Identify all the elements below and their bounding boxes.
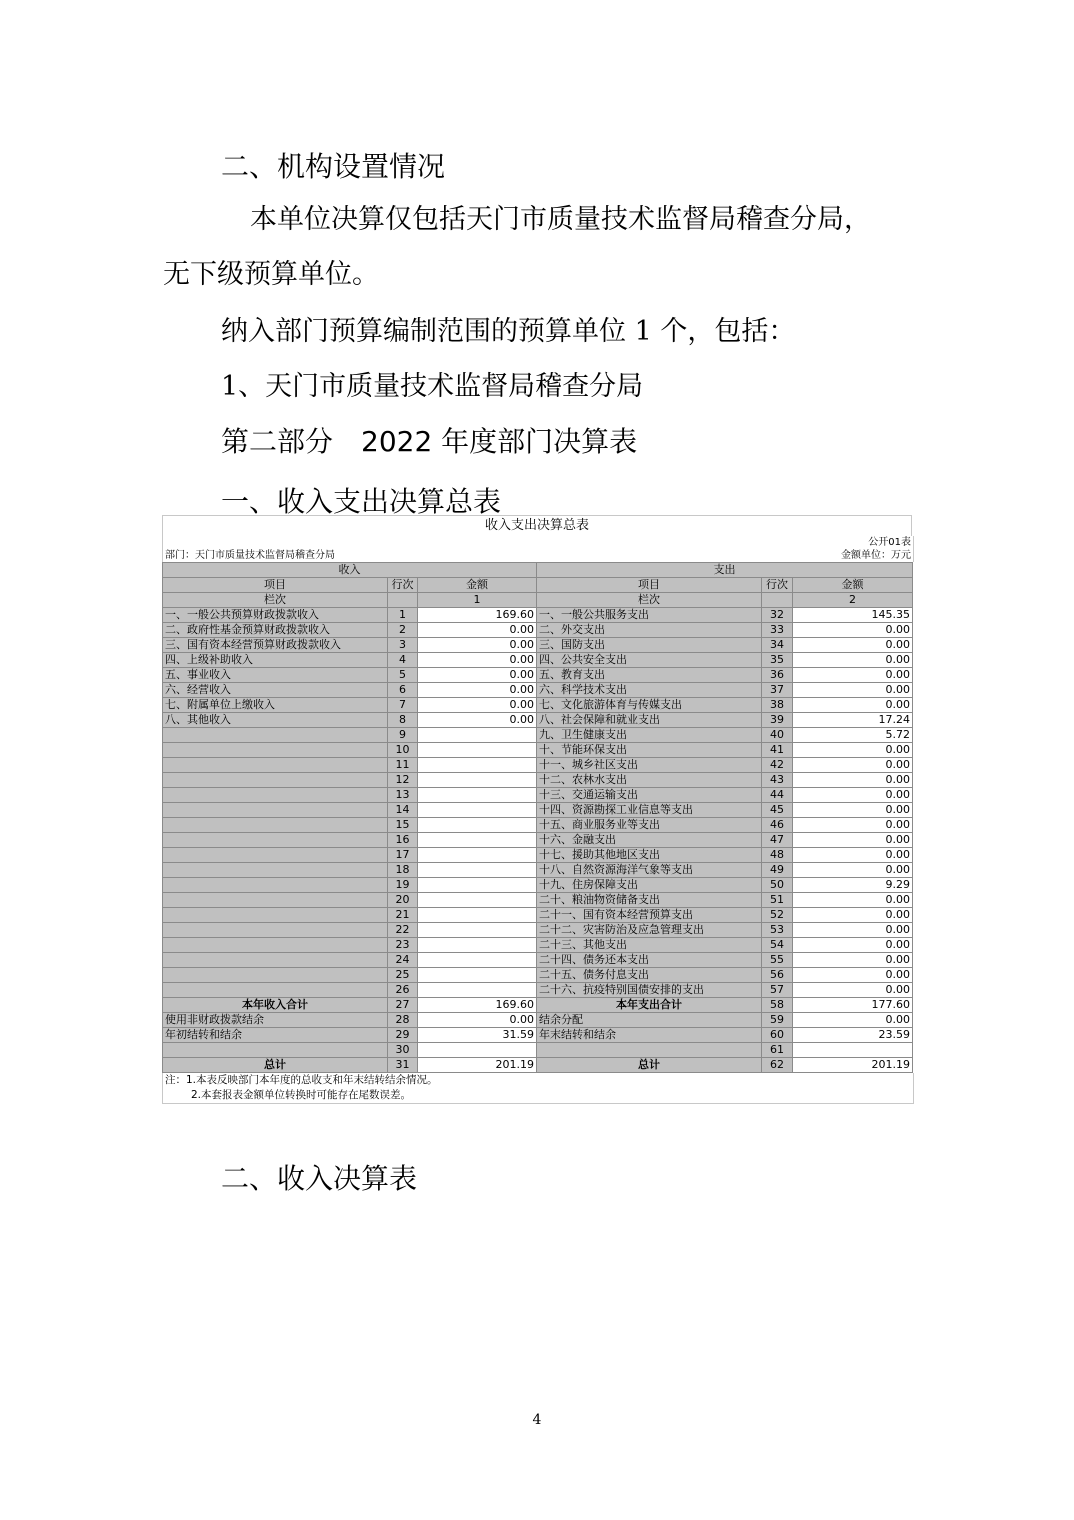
income-amount: 0.00 — [418, 1013, 537, 1028]
income-line: 6 — [388, 683, 418, 698]
income-line: 28 — [388, 1013, 418, 1028]
income-amount: 0.00 — [418, 683, 537, 698]
table-row — [163, 668, 913, 683]
expense-item: 二十二、灾害防治及应急管理支出 — [537, 923, 762, 938]
table-row — [163, 878, 913, 893]
expense-amount: 0.00 — [793, 638, 913, 653]
form-number: 公开01表 — [868, 537, 911, 548]
col-line-right: 行次 — [762, 578, 793, 593]
expense-item: 二十五、债务付息支出 — [537, 968, 762, 983]
income-line: 9 — [388, 728, 418, 743]
table-row — [163, 1013, 913, 1028]
income-amount — [418, 953, 537, 968]
expense-item: 一、一般公共服务支出 — [537, 608, 762, 623]
expense-header: 支出 — [537, 563, 913, 578]
grand-total-row — [163, 1058, 913, 1073]
income-line: 2 — [388, 623, 418, 638]
expense-line: 47 — [762, 833, 793, 848]
table-extra — [163, 1013, 913, 1058]
expense-amount: 0.00 — [793, 788, 913, 803]
income-amount — [418, 728, 537, 743]
budget-summary-table — [162, 562, 913, 1073]
income-amount: 0.00 — [418, 623, 537, 638]
income-item: 年初结转和结余 — [163, 1028, 388, 1043]
expense-item: 二十四、债务还本支出 — [537, 953, 762, 968]
income-amount — [418, 863, 537, 878]
expense-line: 56 — [762, 968, 793, 983]
year-expense-total-label: 本年支出合计 — [537, 998, 762, 1013]
expense-line: 44 — [762, 788, 793, 803]
income-line: 3 — [388, 638, 418, 653]
income-line: 23 — [388, 938, 418, 953]
income-item — [163, 848, 388, 863]
income-amount — [418, 878, 537, 893]
income-item — [163, 803, 388, 818]
expense-line: 37 — [762, 683, 793, 698]
income-amount — [418, 803, 537, 818]
income-amount: 0.00 — [418, 653, 537, 668]
expense-amount: 0.00 — [793, 938, 913, 953]
income-amount — [418, 1043, 537, 1058]
table-row — [163, 938, 913, 953]
expense-line: 46 — [762, 818, 793, 833]
expense-amount: 0.00 — [793, 803, 913, 818]
income-item: 二、政府性基金预算财政拨款收入 — [163, 623, 388, 638]
income-line: 20 — [388, 893, 418, 908]
expense-amount: 0.00 — [793, 923, 913, 938]
expense-item: 十五、商业服务业等支出 — [537, 818, 762, 833]
year-total-row — [163, 998, 913, 1013]
income-amount: 0.00 — [418, 713, 537, 728]
table-row — [163, 683, 913, 698]
expense-amount: 0.00 — [793, 818, 913, 833]
year-expense-total-line: 58 — [762, 998, 793, 1013]
table-row — [163, 653, 913, 668]
table-row — [163, 743, 913, 758]
table-form-row — [162, 536, 914, 549]
income-item: 六、经营收入 — [163, 683, 388, 698]
table-grand-total — [163, 1058, 913, 1073]
col-item-left: 项目 — [163, 578, 388, 593]
expense-amount: 0.00 — [793, 668, 913, 683]
table-row — [163, 863, 913, 878]
income-item — [163, 773, 388, 788]
income-item — [163, 953, 388, 968]
table-row — [163, 848, 913, 863]
income-amount — [418, 788, 537, 803]
col-no-right: 2 — [793, 593, 913, 608]
income-line: 1 — [388, 608, 418, 623]
expense-line: 34 — [762, 638, 793, 653]
income-line: 15 — [388, 818, 418, 833]
department-label: 部门：天门市质量技术监督局稽查分局 — [165, 550, 335, 561]
income-line: 8 — [388, 713, 418, 728]
column-header-row — [163, 578, 913, 593]
table-row — [163, 638, 913, 653]
expense-line: 39 — [762, 713, 793, 728]
expense-item: 十八、自然资源海洋气象等支出 — [537, 863, 762, 878]
table-row — [163, 833, 913, 848]
expense-amount: 145.35 — [793, 608, 913, 623]
expense-line: 59 — [762, 1013, 793, 1028]
org-paragraph-line-1: 本单位决算仅包括天门市质量技术监督局稽查分局， — [250, 204, 871, 235]
income-item — [163, 938, 388, 953]
income-line: 26 — [388, 983, 418, 998]
income-item: 使用非财政拨款结余 — [163, 1013, 388, 1028]
page-number: 4 — [532, 1412, 542, 1428]
table-meta-row — [162, 549, 914, 562]
expense-line: 43 — [762, 773, 793, 788]
table-row — [163, 803, 913, 818]
org-unit-item: 1、天门市质量技术监督局稽查分局 — [221, 371, 644, 402]
income-amount: 169.60 — [418, 608, 537, 623]
expense-line: 36 — [762, 668, 793, 683]
income-item — [163, 1043, 388, 1058]
income-amount — [418, 968, 537, 983]
table-row — [163, 713, 913, 728]
income-amount — [418, 938, 537, 953]
expense-amount: 0.00 — [793, 1013, 913, 1028]
income-line: 13 — [388, 788, 418, 803]
income-item — [163, 743, 388, 758]
income-line: 19 — [388, 878, 418, 893]
expense-line: 33 — [762, 623, 793, 638]
table-body — [163, 608, 913, 998]
expense-amount: 0.00 — [793, 773, 913, 788]
table-row — [163, 983, 913, 998]
expense-line: 53 — [762, 923, 793, 938]
expense-item: 结余分配 — [537, 1013, 762, 1028]
income-line: 21 — [388, 908, 418, 923]
table-row — [163, 698, 913, 713]
expense-line: 42 — [762, 758, 793, 773]
expense-amount: 0.00 — [793, 833, 913, 848]
income-line: 16 — [388, 833, 418, 848]
table-row — [163, 608, 913, 623]
grand-total-line-right: 62 — [762, 1058, 793, 1073]
expense-item: 二、外交支出 — [537, 623, 762, 638]
income-line: 11 — [388, 758, 418, 773]
income-line: 14 — [388, 803, 418, 818]
expense-line: 48 — [762, 848, 793, 863]
budget-summary-table-block — [162, 515, 912, 1104]
income-line: 17 — [388, 848, 418, 863]
expense-amount: 0.00 — [793, 863, 913, 878]
expense-amount: 9.29 — [793, 878, 913, 893]
income-item — [163, 923, 388, 938]
income-item — [163, 878, 388, 893]
section-header-row — [163, 563, 913, 578]
income-line: 22 — [388, 923, 418, 938]
year-expense-total: 177.60 — [793, 998, 913, 1013]
expense-line: 45 — [762, 803, 793, 818]
expense-item: 十二、农林水支出 — [537, 773, 762, 788]
income-item — [163, 863, 388, 878]
table-row — [163, 908, 913, 923]
col-amount-right: 金额 — [793, 578, 913, 593]
year-income-total-label: 本年收入合计 — [163, 998, 388, 1013]
income-line: 25 — [388, 968, 418, 983]
expense-line: 51 — [762, 893, 793, 908]
expense-item: 十三、交通运输支出 — [537, 788, 762, 803]
table-row — [163, 1043, 913, 1058]
table-row — [163, 818, 913, 833]
income-line: 29 — [388, 1028, 418, 1043]
income-amount — [418, 773, 537, 788]
org-paragraph-line-2: 无下级预算单位。 — [163, 259, 379, 290]
grand-total-label-left: 总计 — [163, 1058, 388, 1073]
table-row — [163, 728, 913, 743]
income-amount — [418, 908, 537, 923]
income-line: 5 — [388, 668, 418, 683]
expense-line: 61 — [762, 1043, 793, 1058]
income-line: 12 — [388, 773, 418, 788]
table-row — [163, 758, 913, 773]
part-heading: 第二部分 2022 年度部门决算表 — [221, 425, 638, 458]
expense-item: 十九、住房保障支出 — [537, 878, 762, 893]
income-item — [163, 788, 388, 803]
column-number-row — [163, 593, 913, 608]
income-amount — [418, 893, 537, 908]
expense-amount: 0.00 — [793, 653, 913, 668]
year-income-total: 169.60 — [418, 998, 537, 1013]
table-totals — [163, 998, 913, 1013]
table-row — [163, 923, 913, 938]
income-amount — [418, 848, 537, 863]
income-item: 三、国有资本经营预算财政拨款收入 — [163, 638, 388, 653]
table2-heading: 二、收入决算表 — [221, 1162, 418, 1195]
table-row — [163, 1028, 913, 1043]
note-1: 注：1.本表反映部门本年度的总收支和年末结转结余情况。 — [165, 1074, 438, 1086]
expense-amount: 23.59 — [793, 1028, 913, 1043]
income-amount: 0.00 — [418, 638, 537, 653]
income-header: 收入 — [163, 563, 537, 578]
income-amount: 0.00 — [418, 698, 537, 713]
income-item: 四、上级补助收入 — [163, 653, 388, 668]
income-line: 30 — [388, 1043, 418, 1058]
income-line: 10 — [388, 743, 418, 758]
expense-item: 十一、城乡社区支出 — [537, 758, 762, 773]
income-item — [163, 893, 388, 908]
income-item: 一、一般公共预算财政拨款收入 — [163, 608, 388, 623]
expense-line: 40 — [762, 728, 793, 743]
income-item — [163, 908, 388, 923]
expense-item: 十四、资源勘探工业信息等支出 — [537, 803, 762, 818]
expense-line: 49 — [762, 863, 793, 878]
expense-item: 五、教育支出 — [537, 668, 762, 683]
income-amount — [418, 833, 537, 848]
expense-amount: 0.00 — [793, 968, 913, 983]
expense-item: 七、文化旅游体育与传媒支出 — [537, 698, 762, 713]
expense-item: 二十六、抗疫特别国债安排的支出 — [537, 983, 762, 998]
expense-item: 年末结转和结余 — [537, 1028, 762, 1043]
income-item: 七、附属单位上缴收入 — [163, 698, 388, 713]
income-line: 4 — [388, 653, 418, 668]
year-income-total-line: 27 — [388, 998, 418, 1013]
lanci-right: 栏次 — [537, 593, 762, 608]
income-item — [163, 968, 388, 983]
income-amount: 31.59 — [418, 1028, 537, 1043]
grand-total-left: 201.19 — [418, 1058, 537, 1073]
table-row — [163, 893, 913, 908]
income-amount — [418, 818, 537, 833]
expense-line: 38 — [762, 698, 793, 713]
table-row — [163, 968, 913, 983]
expense-item: 三、国防支出 — [537, 638, 762, 653]
lanci-left-blank — [388, 593, 418, 608]
expense-item: 二十、粮油物资储备支出 — [537, 893, 762, 908]
col-amount-left: 金额 — [418, 578, 537, 593]
org-heading: 二、机构设置情况 — [221, 150, 446, 183]
expense-line: 54 — [762, 938, 793, 953]
org-paragraph-scope: 纳入部门预算编制范围的预算单位 1 个，包括： — [221, 316, 796, 347]
col-line-left: 行次 — [388, 578, 418, 593]
col-no-left: 1 — [418, 593, 537, 608]
grand-total-line-left: 31 — [388, 1058, 418, 1073]
note-2: 2.本套报表金额单位转换时可能存在尾数误差。 — [191, 1089, 412, 1101]
table-row — [163, 788, 913, 803]
expense-amount: 5.72 — [793, 728, 913, 743]
expense-item: 九、卫生健康支出 — [537, 728, 762, 743]
table-row — [163, 953, 913, 968]
expense-item: 十七、援助其他地区支出 — [537, 848, 762, 863]
income-amount: 0.00 — [418, 668, 537, 683]
expense-item: 四、公共安全支出 — [537, 653, 762, 668]
income-line: 18 — [388, 863, 418, 878]
expense-amount: 0.00 — [793, 683, 913, 698]
income-amount — [418, 758, 537, 773]
table-notes — [162, 1073, 914, 1104]
expense-amount: 0.00 — [793, 953, 913, 968]
table-row — [163, 623, 913, 638]
income-amount — [418, 743, 537, 758]
income-line: 7 — [388, 698, 418, 713]
table-caption: 收入支出决算总表 — [162, 515, 912, 536]
expense-line: 52 — [762, 908, 793, 923]
income-item — [163, 758, 388, 773]
col-item-right: 项目 — [537, 578, 762, 593]
expense-amount: 0.00 — [793, 848, 913, 863]
grand-total-label-right: 总计 — [537, 1058, 762, 1073]
expense-amount: 0.00 — [793, 983, 913, 998]
expense-amount: 0.00 — [793, 908, 913, 923]
expense-amount: 0.00 — [793, 743, 913, 758]
expense-item: 十六、金融支出 — [537, 833, 762, 848]
expense-line: 41 — [762, 743, 793, 758]
expense-amount: 0.00 — [793, 893, 913, 908]
income-item — [163, 728, 388, 743]
table-row — [163, 773, 913, 788]
expense-line: 35 — [762, 653, 793, 668]
expense-line: 57 — [762, 983, 793, 998]
lanci-right-blank — [762, 593, 793, 608]
expense-line: 60 — [762, 1028, 793, 1043]
expense-item: 八、社会保障和就业支出 — [537, 713, 762, 728]
expense-item: 六、科学技术支出 — [537, 683, 762, 698]
expense-amount: 17.24 — [793, 713, 913, 728]
amount-unit: 金额单位：万元 — [841, 550, 911, 561]
expense-amount: 0.00 — [793, 758, 913, 773]
income-amount — [418, 983, 537, 998]
income-item: 八、其他收入 — [163, 713, 388, 728]
expense-item: 二十一、国有资本经营预算支出 — [537, 908, 762, 923]
expense-amount: 0.00 — [793, 623, 913, 638]
expense-amount — [793, 1043, 913, 1058]
income-amount — [418, 923, 537, 938]
income-item — [163, 833, 388, 848]
income-line: 24 — [388, 953, 418, 968]
income-item — [163, 818, 388, 833]
expense-line: 50 — [762, 878, 793, 893]
income-item — [163, 983, 388, 998]
expense-line: 32 — [762, 608, 793, 623]
grand-total-right: 201.19 — [793, 1058, 913, 1073]
table1-heading: 一、收入支出决算总表 — [221, 485, 502, 518]
income-item: 五、事业收入 — [163, 668, 388, 683]
expense-item: 十、节能环保支出 — [537, 743, 762, 758]
expense-amount: 0.00 — [793, 698, 913, 713]
lanci-left: 栏次 — [163, 593, 388, 608]
expense-line: 55 — [762, 953, 793, 968]
expense-item: 二十三、其他支出 — [537, 938, 762, 953]
expense-item — [537, 1043, 762, 1058]
